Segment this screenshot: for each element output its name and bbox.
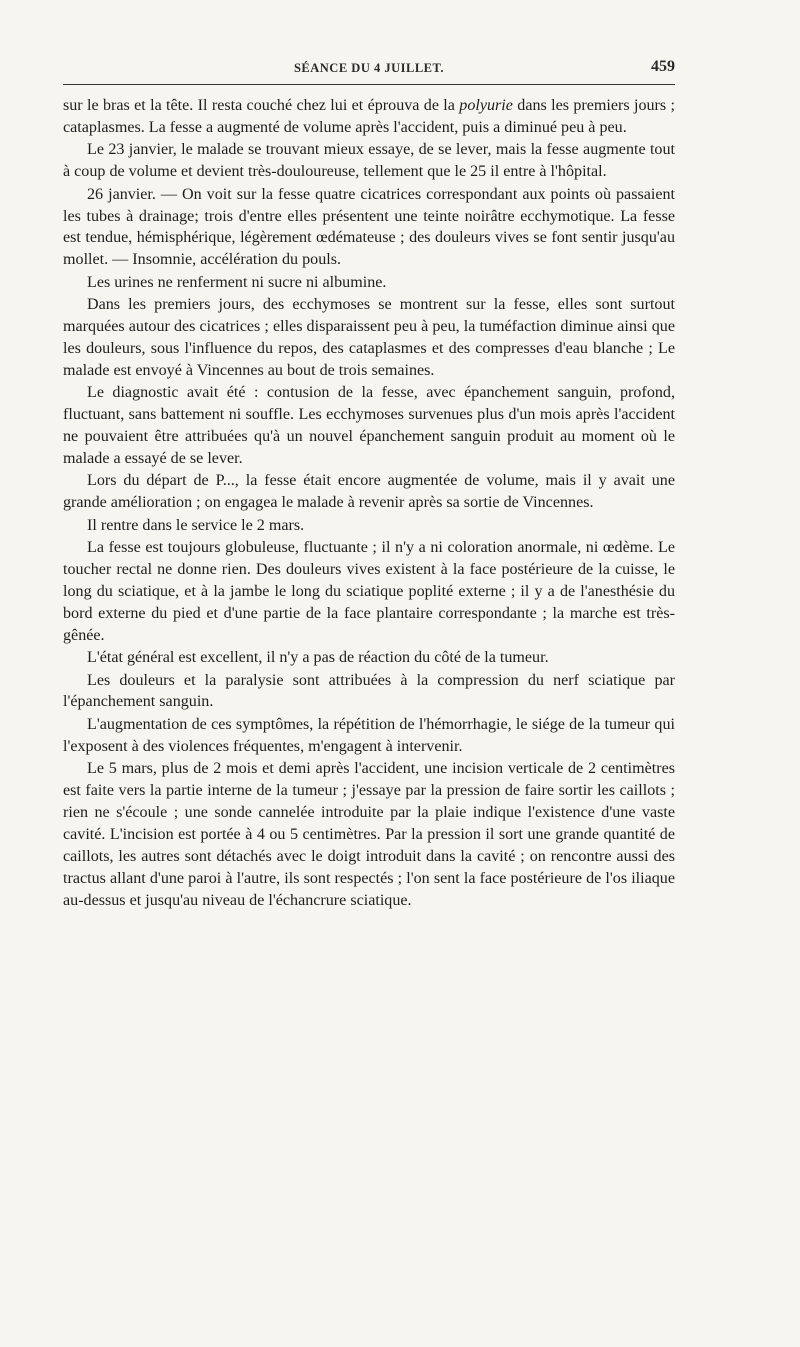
- paragraph-10: L'état général est excellent, il n'y a pas de réaction du côté de la tumeur.: [87, 649, 549, 667]
- paragraph-4: Les urines ne renferment ni sucre ni albumine.: [87, 273, 387, 291]
- running-title: SÉANCE DU 4 JUILLET.: [293, 61, 445, 75]
- paragraph-6: Le diagnostic avait été : contusion de la fesse, avec épanchement sanguin, profond, fluctuant, sans battement ni souffle. Les ecchymoses survenues plus d'un mois après l'accident ne pouvaient être attribuées qu'à un nouvel épanchement sanguin produit au moment où le malade a essayé de se lever.: [63, 384, 675, 467]
- paragraph-8: Il rentre dans le service le 2 mars.: [87, 516, 305, 534]
- paragraph-13: Le 5 mars, plus de 2 mois et demi après l'accident, une incision verticale de 2 centimètres est faite vers la partie interne de la tumeur ; j'essaye par la pression de faire sortir les caillots ; rien ne s'écoule ; une sonde cannelée introduite par la plaie indique l'existence d'une vaste cavité. L'incision est portée à 4 ou 5 centimètres. Par la pression il sort une grande quantité de caillots, les autres sont détachés avec le doigt introduit dans la cavité ; on rencontre aussi des tractus allant d'une paroi à l'autre, ils sont respectés ; l'on sent la face postérieure de l'os iliaque au-dessus et jusqu'au niveau de l'échancrure sciatique.: [63, 760, 675, 909]
- paragraph-7: Lors du départ de P..., la fesse était encore augmentée de volume, mais il y avait une grande amélioration ; on engagea le malade à revenir après sa sortie de Vincennes.: [63, 472, 675, 512]
- italic-term-polyurie: polyurie: [459, 97, 513, 114]
- paragraph-1: [63, 95, 675, 139]
- document-page: [63, 58, 675, 912]
- paragraph-2: Le 23 janvier, le malade se trouvant mieux essaye, de se lever, mais la fesse augmente tout à coup de volume et devient très-douloureuse, tellement que le 25 il entre à l'hôpital.: [63, 141, 675, 181]
- paragraph-12: L'augmentation de ces symptômes, la répétition de l'hémorrhagie, le siége de la tumeur qui l'exposent à des violences fréquentes, m'engagent à intervenir.: [63, 715, 675, 755]
- paragraph-9: La fesse est toujours globuleuse, fluctuante ; il n'y a ni coloration anormale, ni œdème. Le toucher rectal ne donne rien. Des douleurs vives existent à la face postérieure de la cuisse, le long du sciatique, et à la jambe le long du sciatique poplité externe ; il y a de l'anesthésie du bord externe du pied et d'une partie de la face plantaire correspondante ; la marche est très-gênée.: [63, 539, 675, 644]
- body-text: [63, 95, 675, 912]
- paragraph-1-text-start: sur le bras et la tête. Il resta couché chez lui et éprouva de la: [63, 97, 460, 114]
- page-header: [63, 58, 675, 85]
- paragraph-11: Les douleurs et la paralysie sont attribuées à la compression du nerf sciatique par l'épanchement sanguin.: [63, 671, 675, 711]
- page-number: 459: [651, 58, 675, 75]
- paragraph-5: Dans les premiers jours, des ecchymoses se montrent sur la fesse, elles sont surtout marquées autour des cicatrices ; elles disparaissent peu à peu, la tuméfaction diminue ainsi que les douleurs, sous l'influence du repos, des cataplasmes et des compresses d'eau blanche ; Le malade est envoyé à Vincennes au bout de trois semaines.: [63, 296, 675, 379]
- paragraph-3: 26 janvier. — On voit sur la fesse quatre cicatrices correspondant aux points où passaient les tubes à drainage; trois d'entre elles présentent une teinte noirâtre ecchymotique. La fesse est tendue, hémisphérique, légèrement œdémateuse ; des douleurs vives se font sentir jusqu'au mollet. — Insomnie, accélération du pouls.: [63, 185, 675, 269]
- paragraph-1-text-end: dans les premiers jours ; cataplasmes. La fesse a augmenté de volume après l'accident, puis a diminué peu à peu.: [63, 97, 675, 136]
